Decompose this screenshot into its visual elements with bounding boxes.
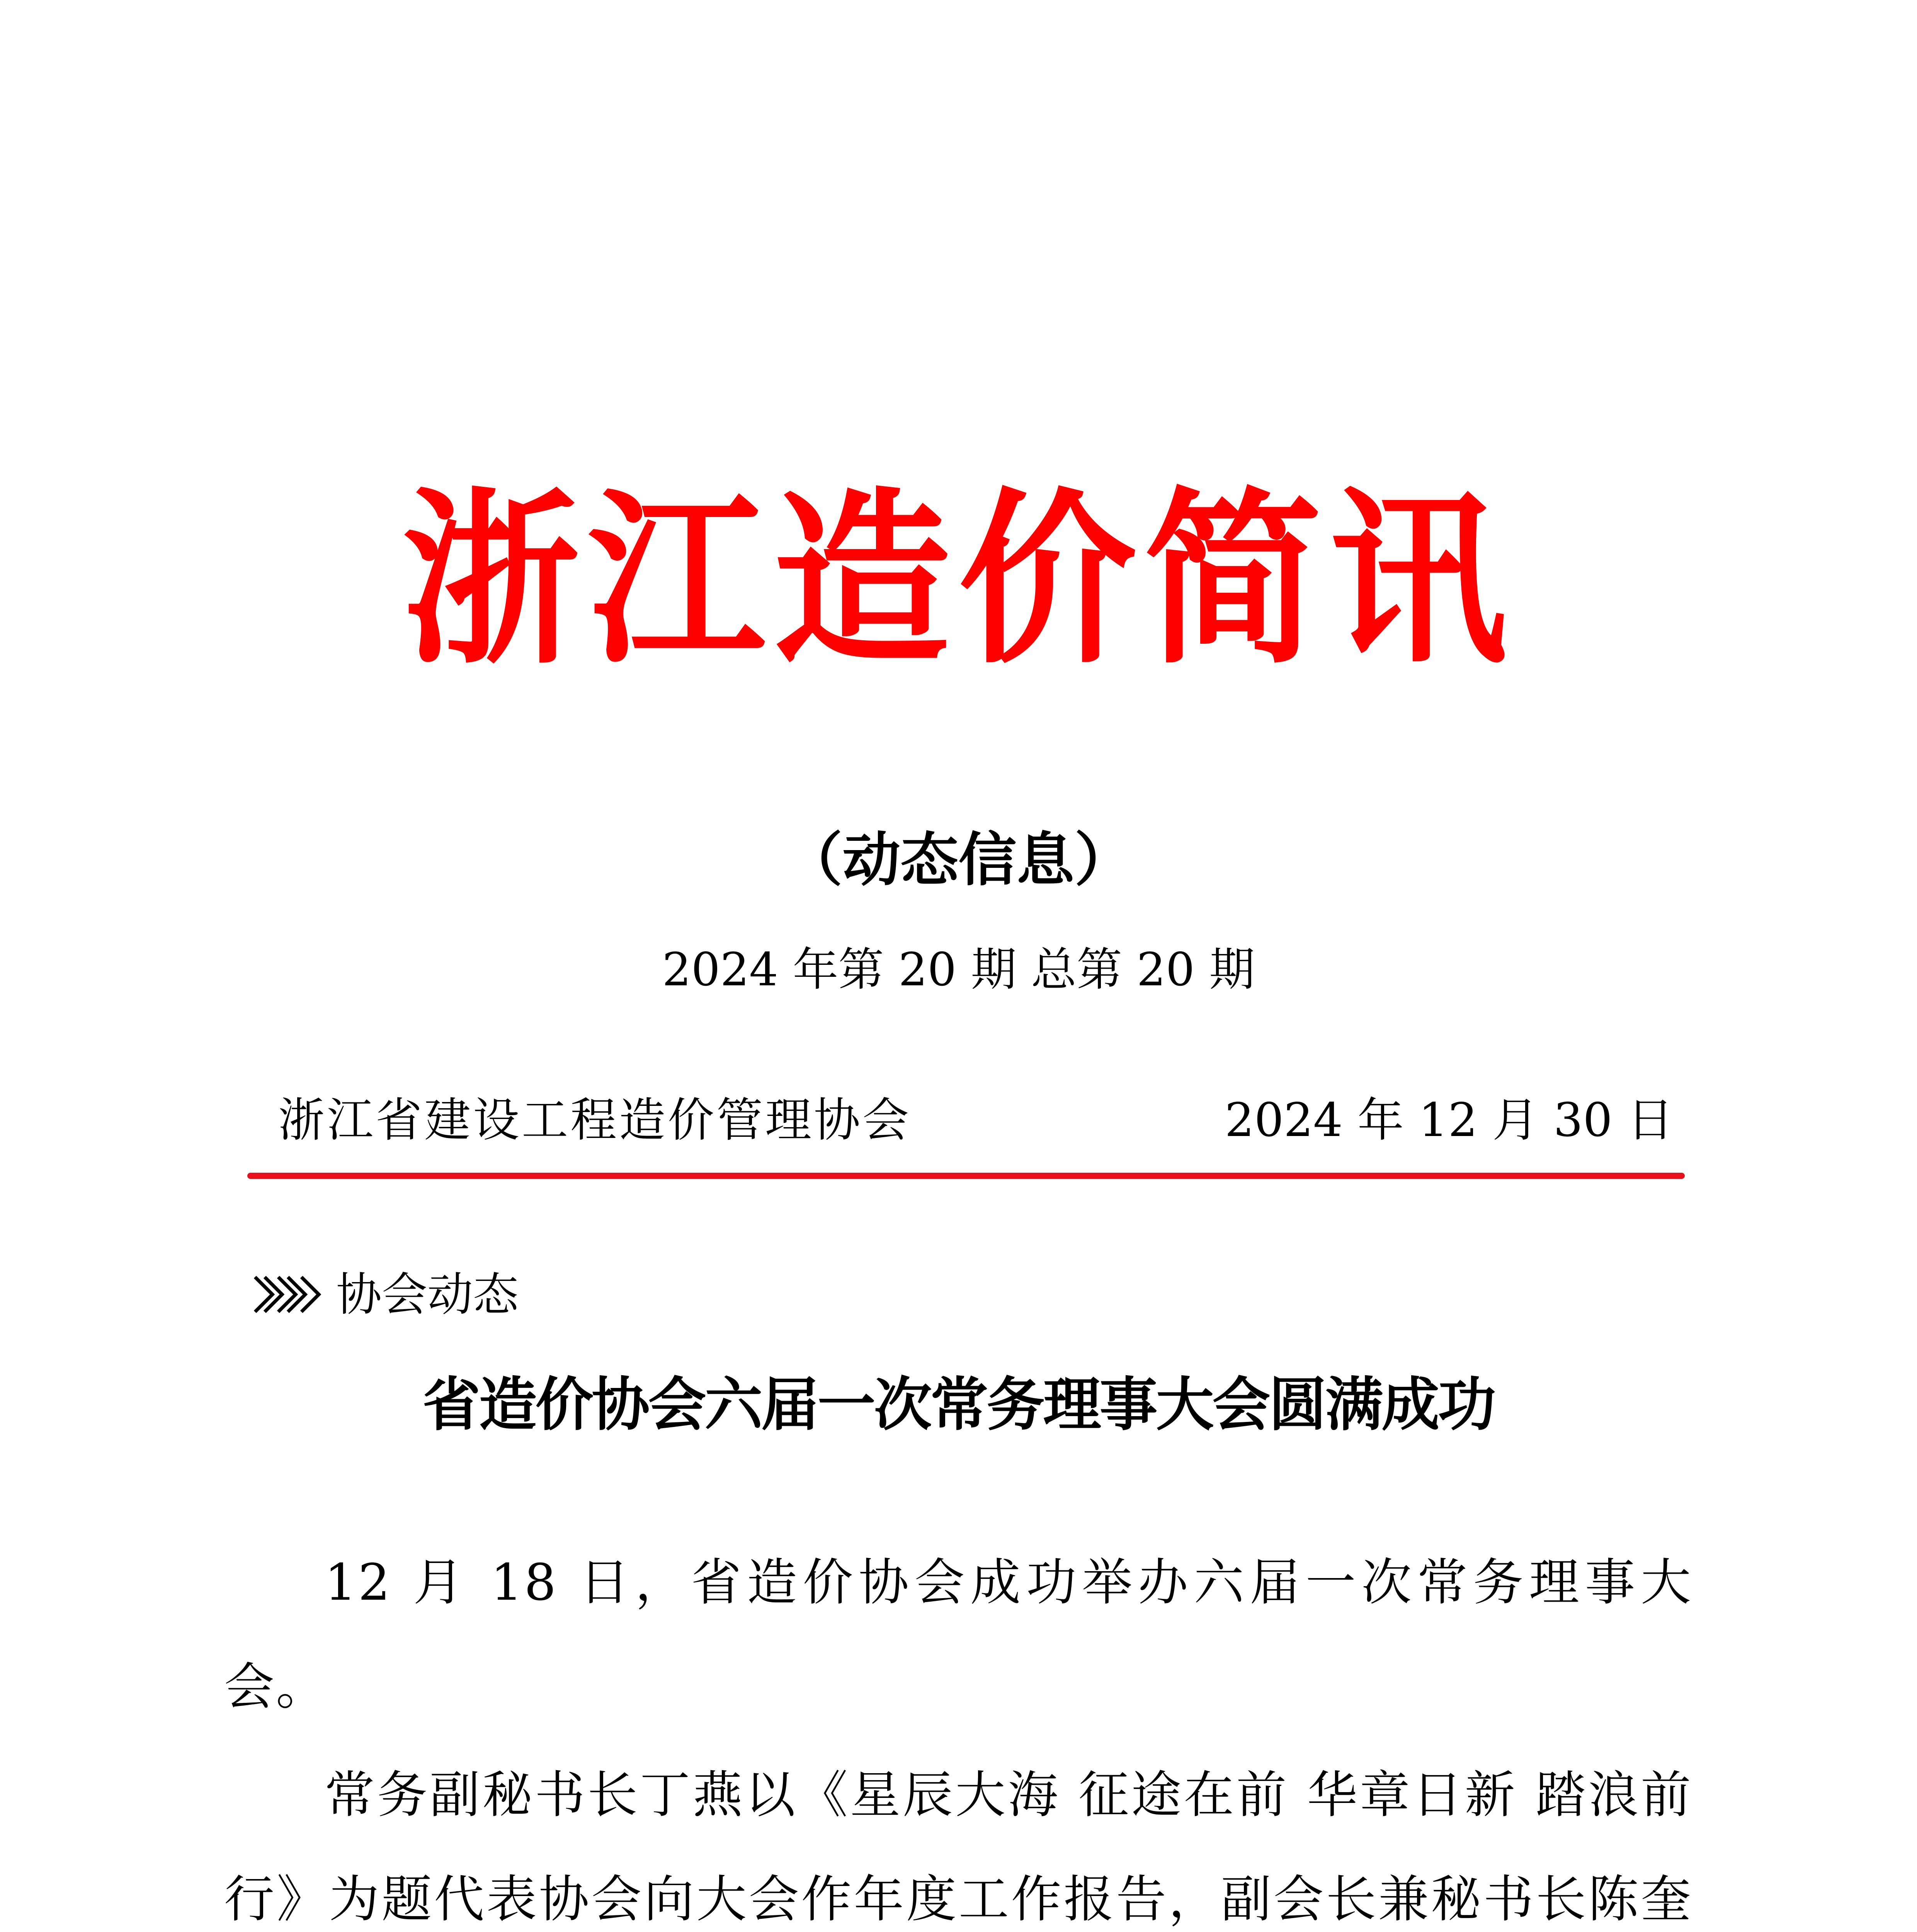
- issue-number: 2024 年第 20 期 总第 20 期: [662, 943, 1255, 996]
- article-body: [224, 1530, 1692, 1932]
- masthead-title: 浙江造价简讯: [402, 470, 1515, 689]
- publish-date: 2024 年 12 月 30 日: [1225, 1094, 1674, 1147]
- red-divider: [247, 1173, 1685, 1179]
- article-paragraph: 12 月 18 日，省造价协会成功举办六届一次常务理事大会。: [224, 1553, 1692, 1716]
- article-headline: 省造价协会六届一次常务理事大会圆满成功: [422, 1371, 1495, 1439]
- article-paragraph: 常务副秘书长丁燕以《星辰大海 征途在前 华章日新 踏浪前行》为题代表协会向大会作年度工作报告，副会长兼秘书长陈奎: [224, 1765, 1692, 1929]
- publisher-org: 浙江省建设工程造价管理协会: [278, 1094, 911, 1147]
- section-label: 协会动态: [336, 1268, 519, 1321]
- subtitle: （动态信息）: [784, 826, 1133, 894]
- triple-chevron-icon: [251, 1271, 325, 1318]
- section-heading: [251, 1267, 519, 1321]
